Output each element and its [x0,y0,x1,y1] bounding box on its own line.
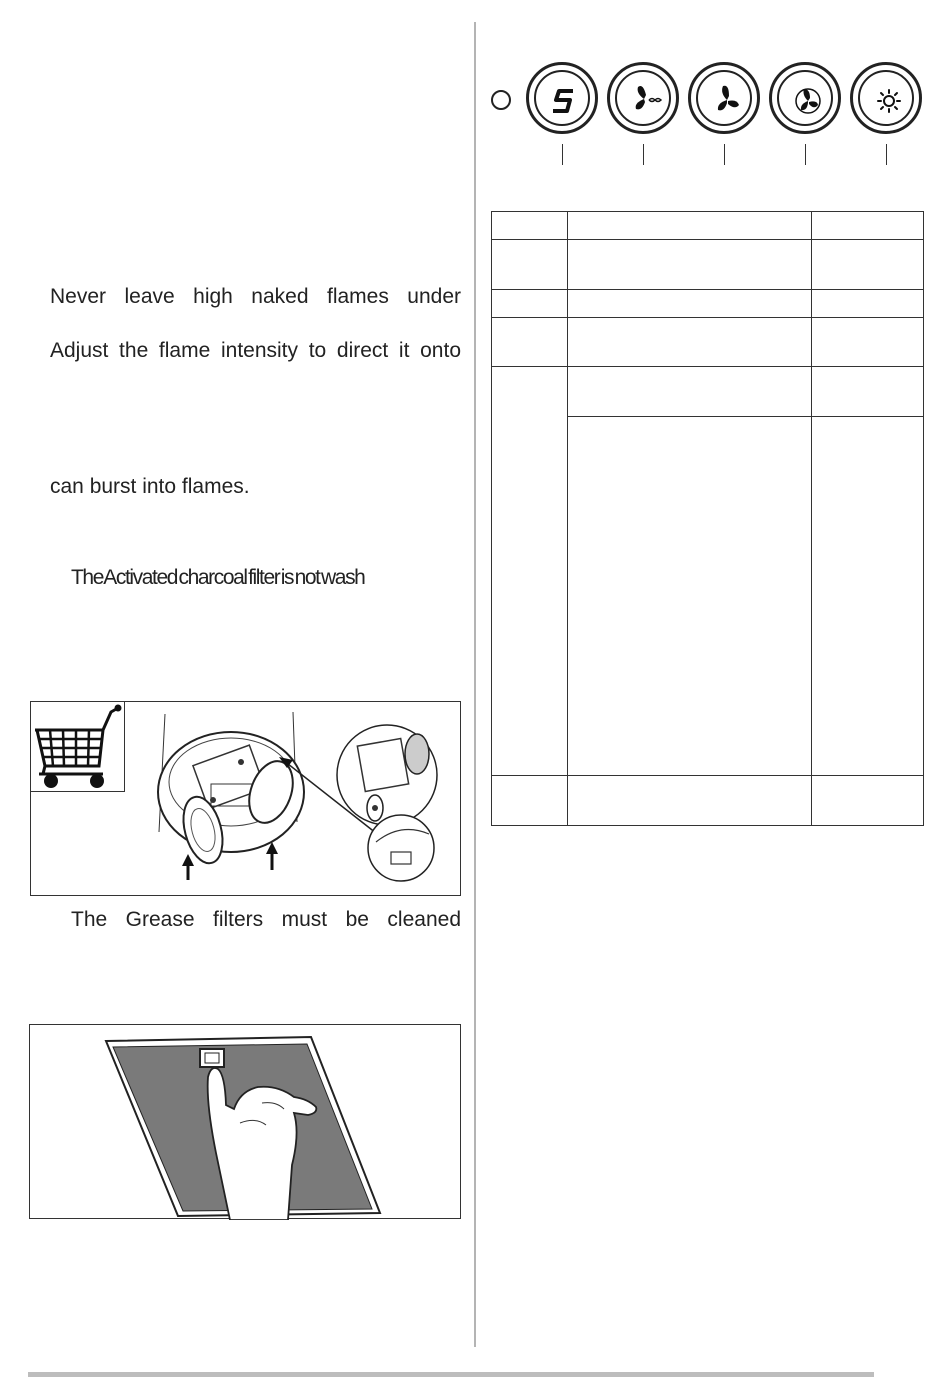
table-cell [812,212,924,240]
table-row [492,290,924,318]
table-cell [568,240,812,290]
control-panel [488,62,928,172]
table-cell [492,367,568,776]
table-cell [568,776,812,826]
light-button[interactable] [850,62,922,134]
column-divider [474,22,476,1347]
fan-speed-2-button[interactable] [688,62,760,134]
table-cell [492,318,568,367]
table-cell [492,776,568,826]
power-indicator-light [491,90,511,110]
button-leader-line [886,144,887,165]
button-leader-line [643,144,644,165]
table-cell [568,367,812,417]
button-leader-line [562,144,563,165]
text-line-flames-warning: Never leave high naked flames under [50,285,461,308]
control-functions-table [491,211,924,826]
text-line-grease-filters: The Grease filters must be cleaned [71,908,461,931]
text-line-flame-intensity: Adjust the flame intensity to direct it onto [50,339,461,362]
fan-speed-2-icon [691,65,763,137]
table-cell [568,212,812,240]
table-cell [568,290,812,318]
footer-rule [28,1372,874,1377]
light-icon [853,65,925,137]
charcoal-filter-figure [30,701,461,896]
s-function-button[interactable] [526,62,598,134]
fan-speed-3-button[interactable] [769,62,841,134]
grease-filter-figure [29,1024,461,1219]
table-cell [492,290,568,318]
table-cell [492,240,568,290]
table-cell [812,240,924,290]
fan-speed-1-button[interactable] [607,62,679,134]
table-cell [492,212,568,240]
table-cell [812,417,924,776]
table-row [492,367,924,417]
table-cell [812,318,924,367]
table-cell [568,318,812,367]
hood-motor-illustration [31,702,462,897]
grease-filter-hand-illustration [30,1025,462,1220]
table-cell [812,776,924,826]
fan-speed-1-icon [610,65,682,137]
table-row [492,318,924,367]
table-header-row [492,212,924,240]
table-cell [812,367,924,417]
s-symbol-icon [529,65,601,137]
table-row [492,776,924,826]
button-leader-line [724,144,725,165]
table-row [492,240,924,290]
table-cell [568,417,812,776]
table-cell [812,290,924,318]
text-line-charcoal-filter: The Activated charcoal filter is not wash [71,566,365,589]
button-leader-line [805,144,806,165]
text-line-burst-flames: can burst into flames. [50,475,250,498]
fan-speed-3-icon [772,65,844,137]
